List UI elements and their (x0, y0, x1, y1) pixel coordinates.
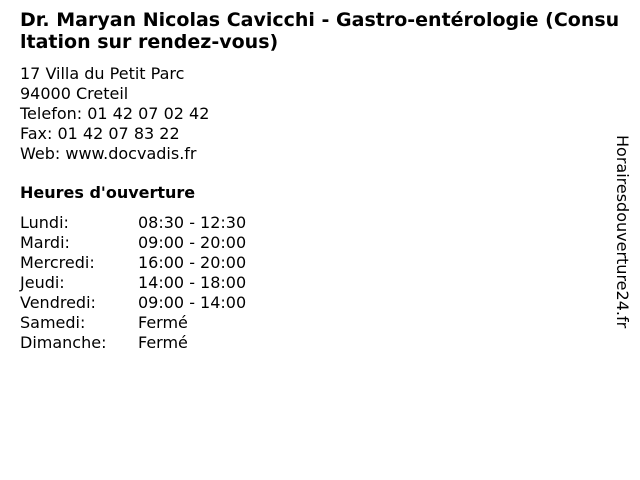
hours-row (20, 253, 246, 273)
day-label: Jeudi: (20, 273, 65, 292)
page-title: Dr. Maryan Nicolas Cavicchi - Gastro-entérologie (Consultation sur rendez-vous) (20, 9, 620, 53)
time-range: Fermé (138, 333, 188, 352)
hours-row (20, 273, 246, 293)
fax-number: Fax: 01 42 07 83 22 (20, 124, 180, 143)
city-address: 94000 Creteil (20, 84, 129, 103)
hours-row (20, 313, 246, 333)
hours-row (20, 233, 246, 253)
street-address: 17 Villa du Petit Parc (20, 64, 185, 83)
hours-row (20, 333, 246, 353)
time-range: Fermé (138, 313, 188, 332)
hours-row (20, 213, 246, 233)
phone-number: Telefon: 01 42 07 02 42 (20, 104, 210, 123)
watermark-site-label (613, 135, 633, 375)
time-range: 09:00 - 20:00 (138, 233, 247, 252)
address-block (20, 64, 209, 164)
day-label: Dimanche: (20, 333, 107, 352)
opening-hours-table (20, 213, 246, 353)
time-range: 09:00 - 14:00 (138, 293, 247, 312)
hours-row (20, 293, 246, 313)
site-name: Horairesdouverture24.fr (613, 135, 632, 329)
day-label: Mardi: (20, 233, 70, 252)
time-range: 16:00 - 20:00 (138, 253, 247, 272)
day-label: Mercredi: (20, 253, 95, 272)
website: Web: www.docvadis.fr (20, 144, 197, 163)
time-range: 08:30 - 12:30 (138, 213, 247, 232)
hours-heading: Heures d'ouverture (20, 183, 196, 202)
day-label: Samedi: (20, 313, 86, 332)
day-label: Lundi: (20, 213, 69, 232)
time-range: 14:00 - 18:00 (138, 273, 247, 292)
day-label: Vendredi: (20, 293, 96, 312)
